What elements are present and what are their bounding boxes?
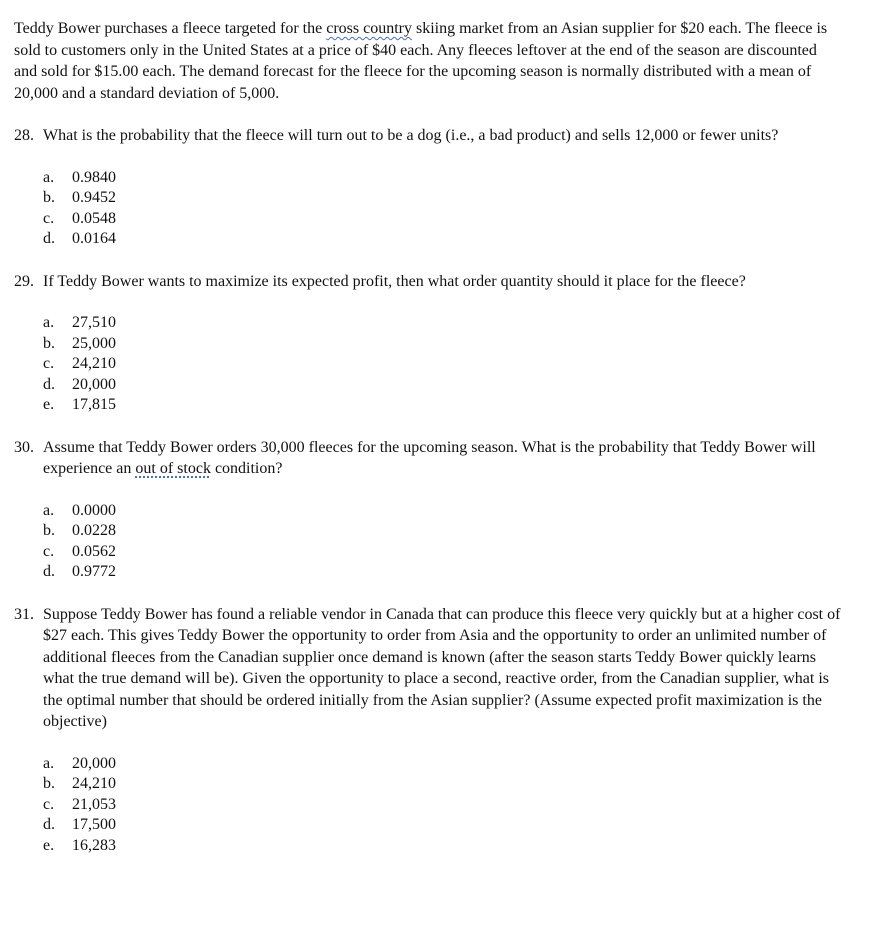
question-text-end: condition?	[210, 460, 283, 477]
answer-option	[43, 354, 843, 375]
option-letter: b.	[43, 189, 55, 206]
answer-option	[43, 795, 843, 816]
option-value: 0.9452	[72, 189, 116, 206]
option-letter: a.	[43, 314, 55, 331]
question-29	[14, 271, 843, 416]
option-value: 0.0164	[72, 230, 116, 247]
answer-option	[43, 562, 843, 583]
answer-option	[43, 815, 843, 836]
answer-option	[43, 334, 843, 355]
intro-text-end: skiing market from an Asian supplier for $20 each. The fleece is sold to customers only in the United States at a price of $40 each. Any fleeces leftover at the end of the season are discounted and sold for $15.00 each. The demand forecast for the fleece for the upcoming season is normally distributed with a mean of 20,000 and a standard deviation of 5,000.	[14, 20, 828, 102]
question-stem	[14, 604, 843, 733]
option-letter: e.	[43, 396, 55, 413]
option-value: 0.9772	[72, 563, 116, 580]
cross-country-spellcheck-term[interactable]: cross country	[326, 20, 412, 37]
option-value: 0.0548	[72, 209, 116, 227]
answer-option	[43, 542, 843, 563]
option-letter: a.	[43, 501, 55, 519]
option-letter: a.	[43, 754, 55, 772]
answer-option	[43, 395, 843, 416]
question-text-start: Assume that Teddy Bower orders 30,000 fleeces for the upcoming season. What is the probability that Teddy Bower will experience an	[43, 438, 816, 477]
answer-option	[43, 209, 843, 230]
question-number: 30.	[14, 438, 34, 456]
intro-text-start: Teddy Bower purchases a fleece targeted for the	[14, 20, 327, 37]
option-value: 0.0000	[72, 501, 116, 519]
option-letter: d.	[43, 563, 55, 580]
option-letter: a.	[43, 168, 55, 186]
option-value: 0.0228	[72, 522, 116, 539]
question-text	[43, 437, 843, 480]
option-value: 17,815	[72, 396, 116, 413]
answer-option	[43, 168, 843, 189]
question-number: 28.	[14, 127, 34, 144]
option-value: 21,053	[72, 795, 116, 813]
answer-option	[43, 754, 843, 775]
question-stem	[14, 437, 843, 480]
question-30	[14, 437, 843, 583]
option-value: 0.0562	[72, 542, 116, 560]
out-of-stock-grammar-term[interactable]: out of stock	[135, 460, 211, 477]
option-value: 27,510	[72, 314, 116, 331]
option-letter: b.	[43, 522, 55, 539]
option-value: 20,000	[72, 375, 116, 393]
question-text: If Teddy Bower wants to maximize its expected profit, then what order quantity should it place for the fleece?	[43, 272, 746, 290]
option-letter: d.	[43, 816, 55, 833]
question-28	[14, 125, 843, 250]
option-value: 24,210	[72, 355, 116, 372]
question-31	[14, 604, 843, 857]
option-value: 24,210	[72, 775, 116, 792]
question-number: 31.	[14, 605, 34, 623]
option-letter: c.	[43, 209, 55, 227]
question-stem	[14, 125, 843, 147]
option-value: 20,000	[72, 754, 116, 772]
intro-paragraph	[14, 18, 843, 104]
answer-option	[43, 313, 843, 334]
option-letter: b.	[43, 775, 55, 792]
answer-option	[43, 229, 843, 250]
option-letter: c.	[43, 355, 55, 372]
option-letter: e.	[43, 836, 55, 854]
option-value: 0.9840	[72, 168, 116, 186]
option-letter: c.	[43, 795, 55, 813]
option-value: 25,000	[72, 334, 116, 352]
answer-options	[14, 168, 843, 250]
answer-option	[43, 774, 843, 795]
answer-options	[14, 501, 843, 583]
question-text: What is the probability that the fleece will turn out to be a dog (i.e., a bad product) and sells 12,000 or fewer units?	[43, 127, 779, 144]
option-letter: c.	[43, 542, 55, 560]
option-value: 17,500	[72, 816, 116, 833]
answer-option	[43, 188, 843, 209]
answer-options	[14, 754, 843, 857]
answer-option	[43, 501, 843, 522]
question-number: 29.	[14, 272, 34, 290]
option-letter: d.	[43, 230, 55, 247]
answer-option	[43, 836, 843, 857]
answer-option	[43, 521, 843, 542]
question-stem	[14, 271, 843, 293]
answer-options	[14, 313, 843, 416]
option-value: 16,283	[72, 836, 116, 854]
question-text: Suppose Teddy Bower has found a reliable vendor in Canada that can produce this fleece very quickly but at a higher cost of $27 each. This gives Teddy Bower the opportunity to order from Asia and the opportunity to order an unlimited number of additional fleeces from the Canadian supplier once demand is known (after the season starts Teddy Bower quickly learns what the true demand will be). Given the opportunity to place a second, reactive order, from the Canadian supplier, what is the optimal number that should be ordered initially from the Asian supplier? (Assume expected profit maximization is the objective)	[43, 605, 841, 730]
answer-option	[43, 375, 843, 396]
option-letter: d.	[43, 375, 55, 393]
option-letter: b.	[43, 334, 55, 352]
